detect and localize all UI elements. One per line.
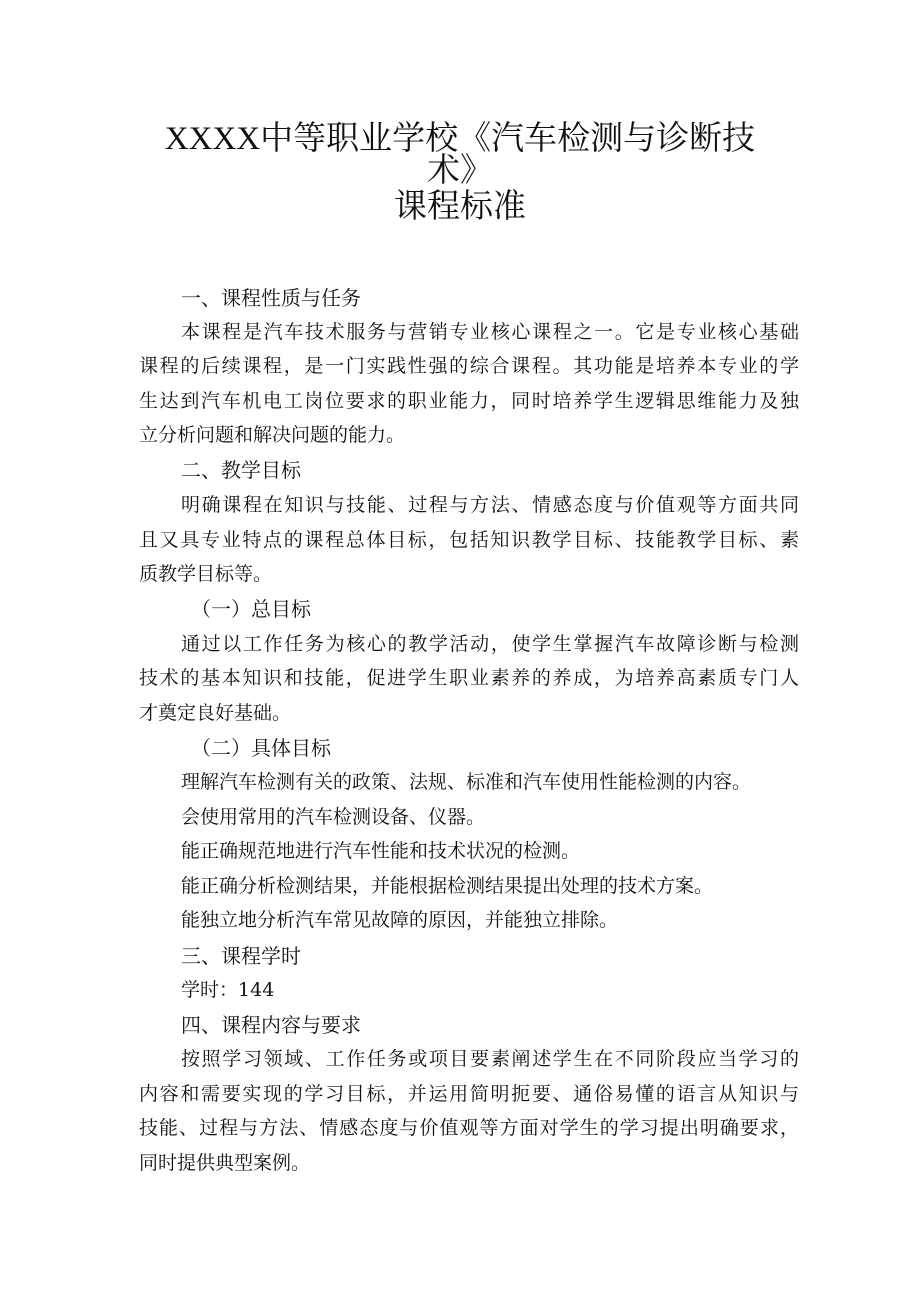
paragraph-line: 内容和需要实现的学习目标，并运用简明扼要、通俗易懂的语言从知识与 [139, 1083, 799, 1105]
paragraph-line: 生达到汽车机电工岗位要求的职业能力，同时培养学生逻辑思维能力及独 [139, 390, 799, 412]
subsection-heading-specific-goals: （二）具体目标 [191, 736, 331, 760]
section-heading-nature-and-tasks: 一、课程性质与任务 [181, 286, 361, 310]
section-heading-course-hours: 三、课程学时 [181, 944, 301, 968]
section-heading-teaching-goals: 二、教学目标 [181, 458, 301, 482]
title-prefix: XXXX [164, 121, 261, 157]
paragraph-line: 技术的基本知识和技能，促进学生职业素养的养成，为培养高素质专门人 [139, 667, 799, 689]
title-school-course: 中等职业学校《汽车检测与诊断技 [260, 118, 756, 157]
paragraph-line: 同时提供典型案例。 [139, 1152, 311, 1174]
goal-item: 能正确分析检测结果，并能根据检测结果提出处理的技术方案。 [181, 875, 714, 897]
paragraph-line: 按照学习领域、工作任务或项目要素阐述学生在不同阶段应当学习的 [181, 1048, 799, 1070]
section-heading-content-and-requirements: 四、课程内容与要求 [181, 1013, 361, 1037]
paragraph-line: 课程的后续课程，是一门实践性强的综合课程。其功能是培养本专业的学 [139, 355, 799, 377]
document-title-line-3: 课程标准 [394, 186, 526, 225]
goal-item: 理解汽车检测有关的政策、法规、标准和汽车使用性能检测的内容。 [181, 771, 752, 793]
paragraph-line: 技能、过程与方法、情感态度与价值观等方面对学生的学习提出明确要求， [139, 1117, 799, 1139]
goal-item: 能独立地分析汽车常见故障的原因，并能独立排除。 [181, 909, 619, 931]
course-hours [181, 978, 799, 1002]
goal-item: 会使用常用的汽车检测设备、仪器。 [181, 806, 486, 828]
paragraph-line: 通过以工作任务为核心的教学活动，使学生掌握汽车故障诊断与检测 [181, 633, 799, 655]
paragraph-line: 立分析问题和解决问题的能力。 [139, 424, 406, 446]
paragraph-line: 本课程是汽车技术服务与营销专业核心课程之一。它是专业核心基础 [181, 321, 799, 343]
goal-item: 能正确规范地进行汽车性能和技术状况的检测。 [181, 840, 581, 862]
hours-label: 学时： [181, 979, 239, 1001]
paragraph-line: 才奠定良好基础。 [139, 702, 292, 724]
paragraph-line: 明确课程在知识与技能、过程与方法、情感态度与价值观等方面共同 [181, 494, 799, 516]
document-title-line-2: 术》 [427, 150, 493, 189]
paragraph-line: 且又具专业特点的课程总体目标，包括知识教学目标、技能教学目标、素 [139, 529, 799, 551]
hours-value: 144 [238, 979, 275, 1001]
paragraph-line: 质教学目标等。 [139, 563, 273, 585]
subsection-heading-overall-goal: （一）总目标 [191, 597, 311, 621]
